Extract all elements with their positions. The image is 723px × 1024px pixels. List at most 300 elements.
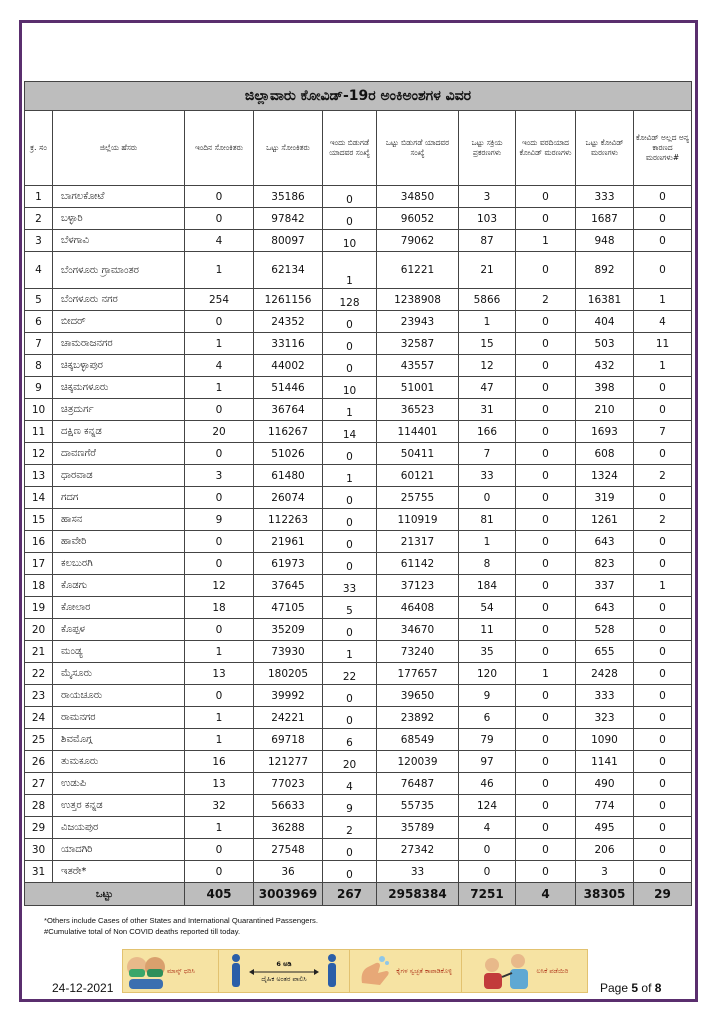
cell-total-discharged: 55735 xyxy=(377,795,459,817)
cell-serial: 7 xyxy=(25,333,53,355)
cell-district: ಉತ್ತರ ಕನ್ನಡ xyxy=(53,795,185,817)
cell-total-deaths: 948 xyxy=(576,230,634,252)
total-today-cases: 405 xyxy=(185,883,254,906)
cell-total-deaths: 495 xyxy=(576,817,634,839)
cell-non-covid-deaths: 0 xyxy=(634,230,692,252)
cell-total-discharged: 23892 xyxy=(377,707,459,729)
cell-today-deaths: 0 xyxy=(516,377,576,399)
cell-today-deaths: 0 xyxy=(516,597,576,619)
person-icon xyxy=(229,953,243,989)
cell-active: 0 xyxy=(459,839,516,861)
cell-non-covid-deaths: 0 xyxy=(634,531,692,553)
cell-serial: 19 xyxy=(25,597,53,619)
cell-non-covid-deaths: 1 xyxy=(634,355,692,377)
table-row xyxy=(25,641,692,663)
header-row xyxy=(25,111,692,186)
cell-today-discharged: 0 xyxy=(323,707,377,729)
table-row xyxy=(25,817,692,839)
cell-total-cases: 97842 xyxy=(254,208,323,230)
cell-serial: 23 xyxy=(25,685,53,707)
cell-total-deaths: 774 xyxy=(576,795,634,817)
cell-total-discharged: 34850 xyxy=(377,186,459,208)
cell-active: 87 xyxy=(459,230,516,252)
cell-today-discharged: 128 xyxy=(323,289,377,311)
cell-district: ಬೀದರ್ xyxy=(53,311,185,333)
cell-today-deaths: 0 xyxy=(516,487,576,509)
cell-total-discharged: 21317 xyxy=(377,531,459,553)
cell-active: 120 xyxy=(459,663,516,685)
cell-district: ಬಾಗಲಕೋಟೆ xyxy=(53,186,185,208)
cell-district: ಬೆಂಗಳೂರು ನಗರ xyxy=(53,289,185,311)
cell-total-cases: 36 xyxy=(254,861,323,883)
cell-today-deaths: 0 xyxy=(516,443,576,465)
cell-today-cases: 1 xyxy=(185,377,254,399)
cell-total-cases: 62134 xyxy=(254,252,323,289)
table-row xyxy=(25,663,692,685)
table-row xyxy=(25,707,692,729)
cell-active: 184 xyxy=(459,575,516,597)
footnotes xyxy=(44,915,318,937)
cell-today-discharged: 0 xyxy=(323,208,377,230)
cell-total-deaths: 1090 xyxy=(576,729,634,751)
cell-today-discharged: 1 xyxy=(323,399,377,421)
person-icon xyxy=(325,953,339,989)
cell-serial: 27 xyxy=(25,773,53,795)
table-row xyxy=(25,773,692,795)
cell-serial: 1 xyxy=(25,186,53,208)
cell-total-deaths: 655 xyxy=(576,641,634,663)
cell-serial: 28 xyxy=(25,795,53,817)
cell-today-cases: 0 xyxy=(185,861,254,883)
cell-total-deaths: 1693 xyxy=(576,421,634,443)
cell-total-cases: 56633 xyxy=(254,795,323,817)
vaccination-icon xyxy=(480,951,532,991)
cell-active: 79 xyxy=(459,729,516,751)
cell-total-discharged: 96052 xyxy=(377,208,459,230)
district-covid-table xyxy=(24,81,692,906)
cell-total-discharged: 60121 xyxy=(377,465,459,487)
total-active: 7251 xyxy=(459,883,516,906)
cell-total-deaths: 404 xyxy=(576,311,634,333)
cell-total-cases: 121277 xyxy=(254,751,323,773)
cell-active: 124 xyxy=(459,795,516,817)
cell-total-discharged: 25755 xyxy=(377,487,459,509)
header-today-discharged: ಇಂದು ಬಿಡುಗಡೆ ಯಾದವರ ಸಂಖ್ಯೆ xyxy=(323,111,377,186)
table-title: ಜಿಲ್ಲಾವಾರು ಕೋವಿಡ್-19ರ ಅಂಕಿಅಂಶಗಳ ವಿವರ xyxy=(25,82,692,111)
cell-today-cases: 0 xyxy=(185,399,254,421)
cell-total-discharged: 36523 xyxy=(377,399,459,421)
table-row xyxy=(25,861,692,883)
cell-total-discharged: 73240 xyxy=(377,641,459,663)
cell-serial: 17 xyxy=(25,553,53,575)
cell-today-cases: 0 xyxy=(185,619,254,641)
cell-district: ರಾಯಚೂರು xyxy=(53,685,185,707)
cell-total-discharged: 114401 xyxy=(377,421,459,443)
cell-today-cases: 13 xyxy=(185,663,254,685)
cell-today-cases: 1 xyxy=(185,252,254,289)
cell-today-deaths: 0 xyxy=(516,575,576,597)
cell-district: ಇತರೇ* xyxy=(53,861,185,883)
header-total-cases: ಒಟ್ಟು ಸೋಂಕಿತರು xyxy=(254,111,323,186)
cell-total-discharged: 120039 xyxy=(377,751,459,773)
cell-today-deaths: 0 xyxy=(516,795,576,817)
header-district: ಜಿಲ್ಲೆಯ ಹೆಸರು xyxy=(53,111,185,186)
cell-district: ಗದಗ xyxy=(53,487,185,509)
cell-serial: 18 xyxy=(25,575,53,597)
cell-total-discharged: 1238908 xyxy=(377,289,459,311)
cell-today-deaths: 2 xyxy=(516,289,576,311)
cell-non-covid-deaths: 0 xyxy=(634,252,692,289)
cell-serial: 21 xyxy=(25,641,53,663)
cell-today-discharged: 0 xyxy=(323,553,377,575)
cell-total-deaths: 333 xyxy=(576,685,634,707)
cell-total-cases: 112263 xyxy=(254,509,323,531)
cell-active: 33 xyxy=(459,465,516,487)
cell-total-deaths: 503 xyxy=(576,333,634,355)
table-row xyxy=(25,252,692,289)
cell-active: 9 xyxy=(459,685,516,707)
cell-today-discharged: 0 xyxy=(323,333,377,355)
cell-total-deaths: 528 xyxy=(576,619,634,641)
cell-today-deaths: 0 xyxy=(516,817,576,839)
cell-district: ಉಡುಪಿ xyxy=(53,773,185,795)
cell-today-cases: 0 xyxy=(185,311,254,333)
header-active-cases: ಒಟ್ಟು ಸಕ್ರಿಯ ಪ್ರಕರಣಗಳು xyxy=(459,111,516,186)
total-today-discharged: 267 xyxy=(323,883,377,906)
cell-serial: 5 xyxy=(25,289,53,311)
cell-total-discharged: 61142 xyxy=(377,553,459,575)
cell-total-cases: 37645 xyxy=(254,575,323,597)
page-total: 8 xyxy=(654,981,662,995)
hygiene-label: ಕೈಗಳ ಸ್ವಚ್ಛತೆ ಕಾಪಾಡಿಕೊಳ್ಳಿ xyxy=(396,967,453,975)
header-total-discharged: ಒಟ್ಟು ಬಿಡುಗಡೆ ಯಾದವರ ಸಂಖ್ಯೆ xyxy=(377,111,459,186)
total-discharged: 2958384 xyxy=(377,883,459,906)
cell-total-cases: 80097 xyxy=(254,230,323,252)
cell-non-covid-deaths: 0 xyxy=(634,861,692,883)
cell-district: ಹಾವೇರಿ xyxy=(53,531,185,553)
mask-icon xyxy=(123,951,167,991)
distance-value: 6 ಅಡಿ xyxy=(276,959,292,968)
cell-total-cases: 39992 xyxy=(254,685,323,707)
cell-today-deaths: 0 xyxy=(516,729,576,751)
cell-total-discharged: 51001 xyxy=(377,377,459,399)
cell-serial: 15 xyxy=(25,509,53,531)
cell-non-covid-deaths: 2 xyxy=(634,465,692,487)
cell-serial: 2 xyxy=(25,208,53,230)
cell-active: 4 xyxy=(459,817,516,839)
cell-today-discharged: 0 xyxy=(323,839,377,861)
cell-today-discharged: 1 xyxy=(323,641,377,663)
mask-label: ಮಾಸ್ಕ್ ಧರಿಸಿ xyxy=(167,967,195,975)
header-today-deaths: ಇಂದು ವರದಿಯಾದ ಕೋವಿಡ್ ಮರಣಗಳು xyxy=(516,111,576,186)
cell-non-covid-deaths: 4 xyxy=(634,311,692,333)
cell-district: ವಿಜಯಪುರ xyxy=(53,817,185,839)
cell-total-cases: 73930 xyxy=(254,641,323,663)
cell-today-discharged: 0 xyxy=(323,531,377,553)
cell-total-cases: 27548 xyxy=(254,839,323,861)
cell-non-covid-deaths: 0 xyxy=(634,685,692,707)
table-row xyxy=(25,795,692,817)
table-row xyxy=(25,751,692,773)
cell-non-covid-deaths: 2 xyxy=(634,509,692,531)
cell-active: 6 xyxy=(459,707,516,729)
cell-today-discharged: 0 xyxy=(323,861,377,883)
cell-district: ಕೋಲಾರ xyxy=(53,597,185,619)
cell-total-deaths: 1141 xyxy=(576,751,634,773)
cell-total-cases: 24221 xyxy=(254,707,323,729)
cell-total-cases: 51446 xyxy=(254,377,323,399)
cell-total-deaths: 823 xyxy=(576,553,634,575)
cell-today-cases: 0 xyxy=(185,685,254,707)
cell-active: 166 xyxy=(459,421,516,443)
cell-today-deaths: 0 xyxy=(516,839,576,861)
total-deaths: 38305 xyxy=(576,883,634,906)
cell-today-discharged: 20 xyxy=(323,751,377,773)
cell-today-cases: 254 xyxy=(185,289,254,311)
cell-district: ಮಂಡ್ಯ xyxy=(53,641,185,663)
cell-non-covid-deaths: 11 xyxy=(634,333,692,355)
cell-district: ದಾವಣಗೆರೆ xyxy=(53,443,185,465)
cell-total-deaths: 3 xyxy=(576,861,634,883)
cell-serial: 3 xyxy=(25,230,53,252)
cell-serial: 31 xyxy=(25,861,53,883)
cell-district: ಕೊಪ್ಪಳ xyxy=(53,619,185,641)
cell-total-deaths: 432 xyxy=(576,355,634,377)
cell-today-deaths: 0 xyxy=(516,553,576,575)
cell-active: 46 xyxy=(459,773,516,795)
cell-district: ಮೈಸೂರು xyxy=(53,663,185,685)
cell-serial: 13 xyxy=(25,465,53,487)
cell-today-cases: 13 xyxy=(185,773,254,795)
cell-today-cases: 18 xyxy=(185,597,254,619)
cell-total-deaths: 398 xyxy=(576,377,634,399)
cell-non-covid-deaths: 0 xyxy=(634,377,692,399)
cell-total-discharged: 32587 xyxy=(377,333,459,355)
table-row xyxy=(25,208,692,230)
cell-active: 15 xyxy=(459,333,516,355)
cell-active: 0 xyxy=(459,861,516,883)
cell-non-covid-deaths: 0 xyxy=(634,751,692,773)
cell-active: 81 xyxy=(459,509,516,531)
cell-today-cases: 0 xyxy=(185,443,254,465)
cell-serial: 26 xyxy=(25,751,53,773)
cell-today-discharged: 0 xyxy=(323,619,377,641)
cell-serial: 8 xyxy=(25,355,53,377)
cell-active: 7 xyxy=(459,443,516,465)
cell-total-cases: 24352 xyxy=(254,311,323,333)
cell-today-discharged: 10 xyxy=(323,377,377,399)
cell-total-cases: 51026 xyxy=(254,443,323,465)
cell-total-deaths: 16381 xyxy=(576,289,634,311)
cell-non-covid-deaths: 0 xyxy=(634,795,692,817)
cell-active: 31 xyxy=(459,399,516,421)
table-row xyxy=(25,597,692,619)
cell-today-cases: 0 xyxy=(185,186,254,208)
cell-total-deaths: 210 xyxy=(576,399,634,421)
table-row xyxy=(25,619,692,641)
cell-district: ಶಿವಮೊಗ್ಗ xyxy=(53,729,185,751)
total-cases: 3003969 xyxy=(254,883,323,906)
cell-total-discharged: 34670 xyxy=(377,619,459,641)
cell-total-deaths: 643 xyxy=(576,531,634,553)
cell-non-covid-deaths: 0 xyxy=(634,443,692,465)
cell-total-discharged: 177657 xyxy=(377,663,459,685)
cell-today-discharged: 14 xyxy=(323,421,377,443)
cell-serial: 24 xyxy=(25,707,53,729)
cell-active: 12 xyxy=(459,355,516,377)
cell-serial: 11 xyxy=(25,421,53,443)
header-serial: ಕ್ರ. ಸಂ xyxy=(25,111,53,186)
cell-today-cases: 0 xyxy=(185,553,254,575)
cell-serial: 22 xyxy=(25,663,53,685)
cell-active: 8 xyxy=(459,553,516,575)
cell-today-discharged: 22 xyxy=(323,663,377,685)
cell-total-cases: 180205 xyxy=(254,663,323,685)
cell-today-deaths: 0 xyxy=(516,707,576,729)
table-row xyxy=(25,509,692,531)
cell-serial: 16 xyxy=(25,531,53,553)
cell-total-discharged: 110919 xyxy=(377,509,459,531)
cell-district: ಧಾರವಾಡ xyxy=(53,465,185,487)
cell-serial: 6 xyxy=(25,311,53,333)
table-row xyxy=(25,443,692,465)
table-row xyxy=(25,839,692,861)
cell-serial: 14 xyxy=(25,487,53,509)
cell-active: 97 xyxy=(459,751,516,773)
cell-total-cases: 77023 xyxy=(254,773,323,795)
cell-total-deaths: 490 xyxy=(576,773,634,795)
cell-total-discharged: 61221 xyxy=(377,252,459,289)
cell-non-covid-deaths: 0 xyxy=(634,619,692,641)
cell-today-discharged: 9 xyxy=(323,795,377,817)
total-today-deaths: 4 xyxy=(516,883,576,906)
cell-total-deaths: 323 xyxy=(576,707,634,729)
cell-district: ಚಿಕ್ಕಬಳ್ಳಾಪುರ xyxy=(53,355,185,377)
cell-total-discharged: 39650 xyxy=(377,685,459,707)
cell-active: 21 xyxy=(459,252,516,289)
cell-total-cases: 21961 xyxy=(254,531,323,553)
distance-info xyxy=(249,960,319,983)
cell-active: 35 xyxy=(459,641,516,663)
cell-non-covid-deaths: 0 xyxy=(634,208,692,230)
footnote-others: *Others include Cases of other States and International Quarantined Passengers. xyxy=(44,916,318,925)
table-row xyxy=(25,186,692,208)
cell-active: 1 xyxy=(459,531,516,553)
awareness-banner xyxy=(122,949,588,993)
cell-non-covid-deaths: 0 xyxy=(634,597,692,619)
cell-non-covid-deaths: 0 xyxy=(634,487,692,509)
cell-district: ಚಿತ್ರದುರ್ಗ xyxy=(53,399,185,421)
table-row xyxy=(25,399,692,421)
page-current: 5 xyxy=(631,981,639,995)
cell-today-deaths: 0 xyxy=(516,619,576,641)
table-row xyxy=(25,421,692,443)
cell-non-covid-deaths: 0 xyxy=(634,399,692,421)
cell-today-discharged: 10 xyxy=(323,230,377,252)
table-body xyxy=(25,186,692,883)
cell-today-deaths: 0 xyxy=(516,355,576,377)
cell-total-cases: 33116 xyxy=(254,333,323,355)
cell-today-deaths: 0 xyxy=(516,311,576,333)
cell-today-cases: 0 xyxy=(185,839,254,861)
cell-district: ದಕ್ಷಿಣ ಕನ್ನಡ xyxy=(53,421,185,443)
cell-today-discharged: 1 xyxy=(323,465,377,487)
cell-total-deaths: 608 xyxy=(576,443,634,465)
page-number xyxy=(600,981,661,995)
cell-total-deaths: 643 xyxy=(576,597,634,619)
cell-total-cases: 116267 xyxy=(254,421,323,443)
vaccine-label: ಲಸಿಕೆ ಪಡೆಯಿರಿ xyxy=(536,967,569,975)
table-row xyxy=(25,355,692,377)
hand-wash-icon xyxy=(358,953,392,989)
total-row xyxy=(25,883,692,906)
cell-serial: 12 xyxy=(25,443,53,465)
cell-today-discharged: 0 xyxy=(323,311,377,333)
cell-non-covid-deaths: 0 xyxy=(634,553,692,575)
cell-district: ಬೆಂಗಳೂರು ಗ್ರಾಮಾಂತರ xyxy=(53,252,185,289)
cell-today-cases: 32 xyxy=(185,795,254,817)
cell-today-deaths: 0 xyxy=(516,465,576,487)
cell-today-cases: 1 xyxy=(185,707,254,729)
cell-today-deaths: 1 xyxy=(516,230,576,252)
cell-serial: 4 xyxy=(25,252,53,289)
total-non-covid-deaths: 29 xyxy=(634,883,692,906)
table-row xyxy=(25,487,692,509)
table-row xyxy=(25,729,692,751)
cell-district: ತುಮಕೂರು xyxy=(53,751,185,773)
cell-today-deaths: 0 xyxy=(516,509,576,531)
distance-label: ದೈಹಿಕ ಅಂತರ ಪಾಲಿಸಿ xyxy=(261,974,307,983)
cell-today-discharged: 2 xyxy=(323,817,377,839)
cell-today-deaths: 1 xyxy=(516,663,576,685)
table-row xyxy=(25,289,692,311)
cell-today-deaths: 0 xyxy=(516,421,576,443)
cell-district: ಚಾಮರಾಜನಗರ xyxy=(53,333,185,355)
cell-total-discharged: 50411 xyxy=(377,443,459,465)
cell-total-discharged: 33 xyxy=(377,861,459,883)
cell-total-discharged: 43557 xyxy=(377,355,459,377)
cell-total-cases: 36288 xyxy=(254,817,323,839)
cell-total-cases: 61480 xyxy=(254,465,323,487)
cell-today-cases: 1 xyxy=(185,817,254,839)
cell-today-cases: 20 xyxy=(185,421,254,443)
cell-today-deaths: 0 xyxy=(516,861,576,883)
cell-non-covid-deaths: 0 xyxy=(634,186,692,208)
cell-total-discharged: 27342 xyxy=(377,839,459,861)
cell-today-deaths: 0 xyxy=(516,333,576,355)
cell-today-discharged: 1 xyxy=(323,252,377,289)
banner-distance xyxy=(218,950,348,992)
cell-district: ಕೊಡಗು xyxy=(53,575,185,597)
header-non-covid-deaths: ಕೋವಿಡ್ ಅಲ್ಲದ ಅನ್ಯ ಕಾರಣದ ಮರಣಗಳು# xyxy=(634,111,692,186)
cell-total-cases: 69718 xyxy=(254,729,323,751)
cell-total-discharged: 46408 xyxy=(377,597,459,619)
cell-serial: 25 xyxy=(25,729,53,751)
cell-today-cases: 9 xyxy=(185,509,254,531)
table-row xyxy=(25,333,692,355)
cell-today-cases: 3 xyxy=(185,465,254,487)
cell-today-deaths: 0 xyxy=(516,399,576,421)
cell-district: ಹಾಸನ xyxy=(53,509,185,531)
cell-active: 103 xyxy=(459,208,516,230)
cell-total-cases: 36764 xyxy=(254,399,323,421)
footnote-non-covid: #Cumulative total of Non COVID deaths reported till today. xyxy=(44,927,241,936)
report-date: 24-12-2021 xyxy=(52,981,114,995)
cell-today-deaths: 0 xyxy=(516,208,576,230)
cell-serial: 20 xyxy=(25,619,53,641)
cell-today-deaths: 0 xyxy=(516,685,576,707)
cell-active: 54 xyxy=(459,597,516,619)
